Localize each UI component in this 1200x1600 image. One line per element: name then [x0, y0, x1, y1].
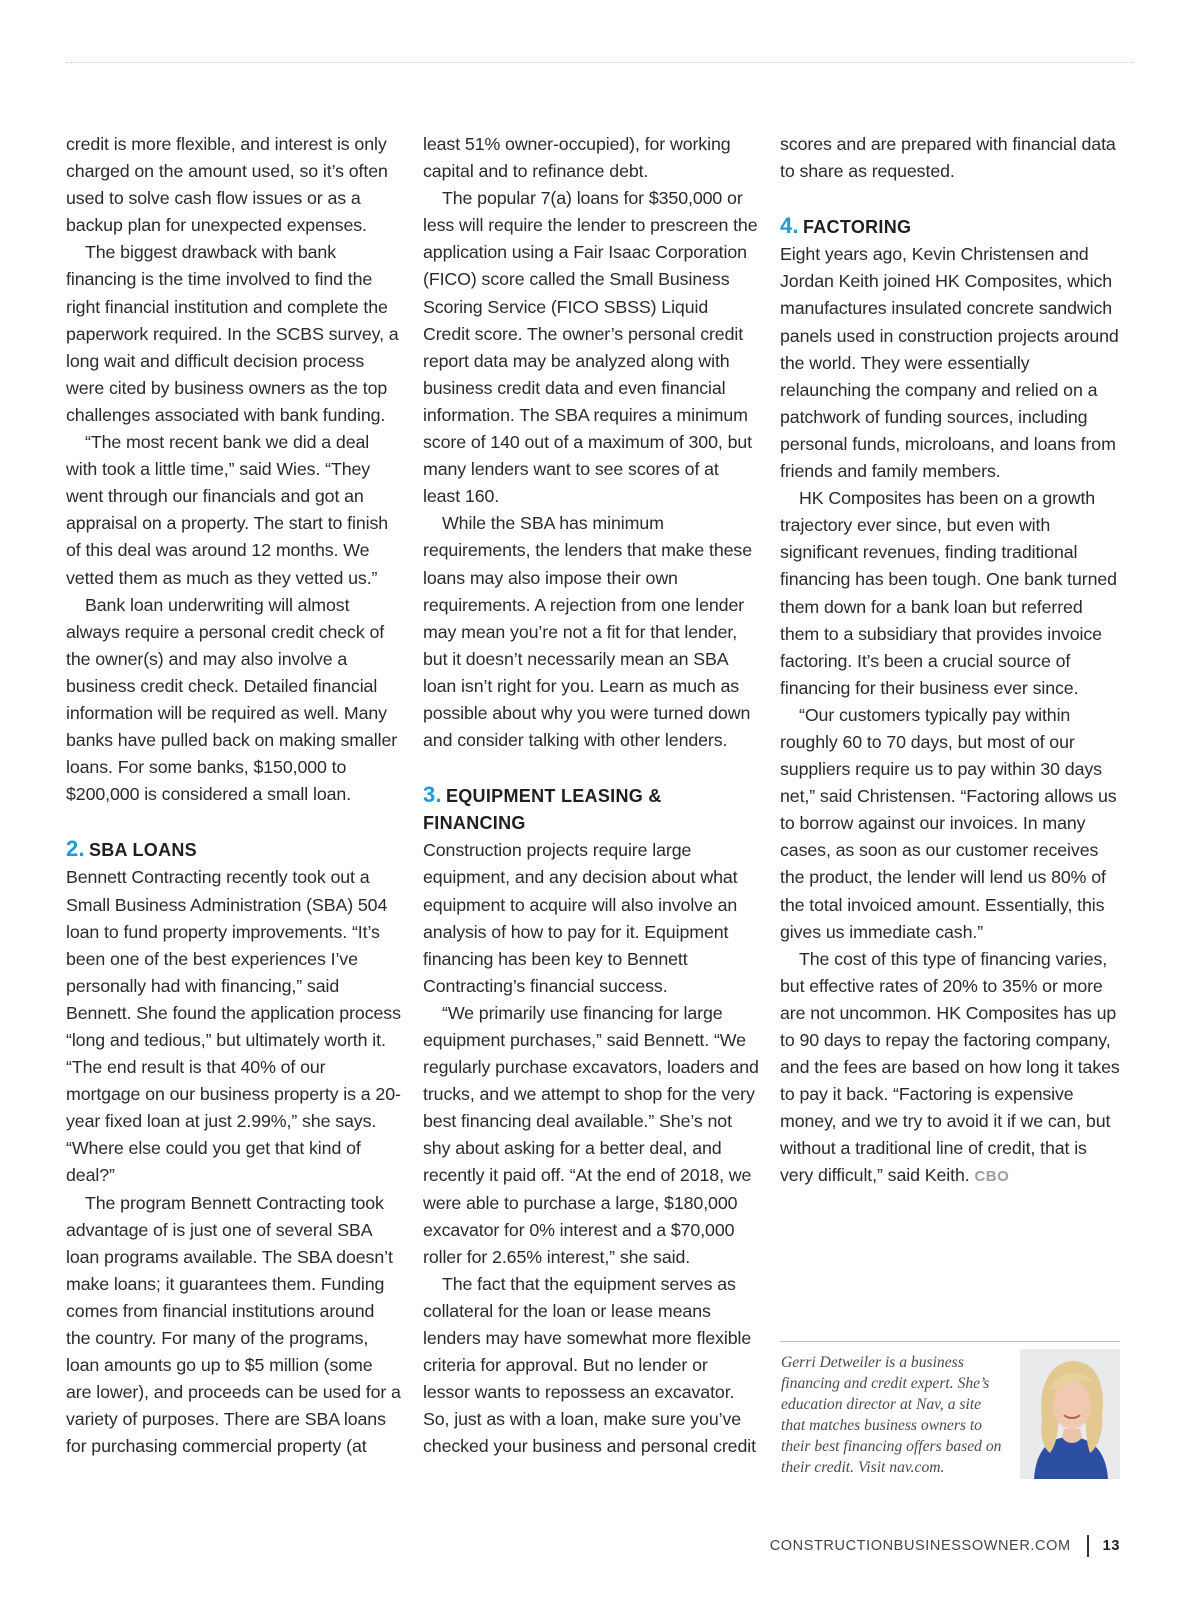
paragraph: The program Bennett Contracting took advantage of is just one of several SBA loan programs available. The SBA doesn’t make loans; it guarantees them. Funding comes from financial institutions around the country. For many of the programs, loan amounts go up to $5 million (some are lower), and proceeds can be used for a variety of purposes. There are SBA loans for purchasing commercial property (at	[66, 1192, 401, 1457]
paragraph: The fact that the equipment serves as collateral for the loan or lease means lenders may have somewhat more flexible criteria for approval. But no lender or lessor wants to repossess an excavator. So, just as with a loan, make sure you’ve checked your business and personal credit	[423, 1273, 756, 1457]
paragraph: “We primarily use financing for large equipment purchases,” said Bennett. “We regularly purchase excavators, loaders and trucks, and we attempt to shop for the very best financing deal available.” She’s not shy about asking for a better deal, and recently it paid off. “At the end of 2018, we were able to purchase a large, $180,000 excavator for 0% interest and a $70,000 roller for 2.65% interest,” she said.	[423, 1002, 759, 1267]
paragraph: Construction projects require large equipment, and any decision about what equipment to acquire will also involve an analysis of how to pay for it. Equipment financing has been key to Bennett Contracting’s financial success.	[423, 840, 738, 996]
paragraph: The biggest drawback with bank financing is the time involved to find the right financial institution and complete the paperwork required. In the SCBS survey, a long wait and difficult decision process were cited by business owners as the top challenges associated with bank funding.	[66, 242, 399, 425]
section-heading-equipment-leasing	[423, 781, 759, 837]
page-footer	[770, 1535, 1120, 1557]
section-number: 3.	[423, 782, 442, 808]
paragraph: HK Composites has been on a growth trajectory ever since, but even with significant revenues, finding traditional financing has been tough. One bank turned them down for a bank loan but referred them to a subsidiary that provides invoice factoring. It’s been a crucial source of financing for their business ever since.	[780, 488, 1117, 698]
paragraph: “The most recent bank we did a deal with took a little time,” said Wies. “They went through our financials and got an appraisal on a property. The start to finish of this deal was around 12 months. We vetted them as much as they vetted us.”	[66, 432, 389, 588]
paragraph: “Our customers typically pay within roughly 60 to 70 days, but most of our suppliers require us to pay within 30 days net,” said Christensen. “Factoring allows us to borrow against our invoices. In many cases, as soon as our customer receives the product, the lender will lend us 80% of the total invoiced amount. Essentially, this gives us immediate cash.”	[780, 704, 1117, 942]
section-title: FACTORING	[802, 217, 912, 238]
author-portrait-icon	[1020, 1349, 1120, 1479]
footer-separator	[1087, 1535, 1089, 1557]
article-column-2	[423, 131, 759, 1461]
article-column-3	[780, 131, 1120, 1191]
section-heading-sba-loans	[66, 835, 402, 864]
paragraph: scores and are prepared with financial data to share as requested.	[780, 134, 1116, 182]
paragraph-text: The cost of this type of financing varies, but effective rates of 20% to 35% or more are not uncommon. HK Composites has up to 90 days to repay the factoring company, and the fees are based on how long it takes to pay it back. “Factoring is expensive money, and we try to avoid it if we can, but without a traditional line of credit, that is very difficult,” said Keith.	[780, 948, 1120, 1186]
paragraph: While the SBA has minimum requirements, the lenders that make these loans may also impose their own requirements. A rejection from one lender may mean you’re not a fit for that lender, but it doesn’t necessarily mean an SBA loan isn’t right for you. Learn as much as possible about why you were turned down and consider talking with other lenders.	[423, 513, 752, 751]
section-number: 2.	[66, 836, 85, 862]
top-divider	[66, 62, 1134, 63]
paragraph: Eight years ago, Kevin Christensen and Jordan Keith joined HK Composites, which manufactures insulated concrete sandwich panels used in construction projects around the world. They were essentially relaunching the company and relied on a patchwork of funding sources, including personal funds, microloans, and loans from friends and family members.	[780, 244, 1119, 482]
section-title: EQUIPMENT LEASING & FINANCING	[423, 786, 662, 834]
paragraph: least 51% owner-occupied), for working capital and to refinance debt.	[423, 134, 731, 182]
paragraph: credit is more flexible, and interest is only charged on the amount used, so it’s often used to solve cash flow issues or as a backup plan for unexpected expenses.	[66, 134, 388, 236]
author-bio: Gerri Detweiler is a business financing and credit expert. She’s education director at Nav, a site that matches business owners to their best financing offers based on their credit. Visit nav.com.	[781, 1354, 1002, 1476]
paragraph: Bennett Contracting recently took out a Small Business Administration (SBA) 504 loan to fund property improvements. “It’s been one of the best experiences I’ve personally had with financing,” said Bennett. She found the application process “long and tedious,” but ultimately worth it. “The end result is that 40% of our mortgage on our business property is a 20-year fixed loan at just 2.99%,” she says. “Where else could you get that kind of deal?”	[66, 867, 401, 1186]
portrait-graphic	[1020, 1349, 1120, 1479]
paragraph: The popular 7(a) loans for $350,000 or less will require the lender to prescreen the application using a Fair Isaac Corporation (FICO) score called the Small Business Scoring Service (FICO SBSS) Liquid Credit score. The owner’s personal credit report data may be analyzed along with business credit data and even financial information. The SBA requires a minimum score of 140 out of a maximum of 300, but many lenders want to see scores of at least 160.	[423, 188, 758, 507]
footer-site-url: CONSTRUCTIONBUSINESSOWNER.COM	[769, 1538, 1071, 1554]
article-column-1	[66, 131, 402, 1461]
page-number: 13	[1102, 1538, 1120, 1554]
section-heading-factoring	[780, 212, 1120, 241]
paragraph	[780, 946, 1120, 1191]
paragraph: Bank loan underwriting will almost always require a personal credit check of the owner(s) and may also involve a business credit check. Detailed financial information will be required as well. Many banks have pulled back on making smaller loans. For some banks, $150,000 to $200,000 is considered a small loan.	[66, 594, 398, 805]
section-title: SBA LOANS	[88, 840, 197, 861]
bio-divider	[780, 1341, 1120, 1342]
section-number: 4.	[780, 213, 799, 239]
end-mark: CBO	[974, 1168, 1010, 1186]
